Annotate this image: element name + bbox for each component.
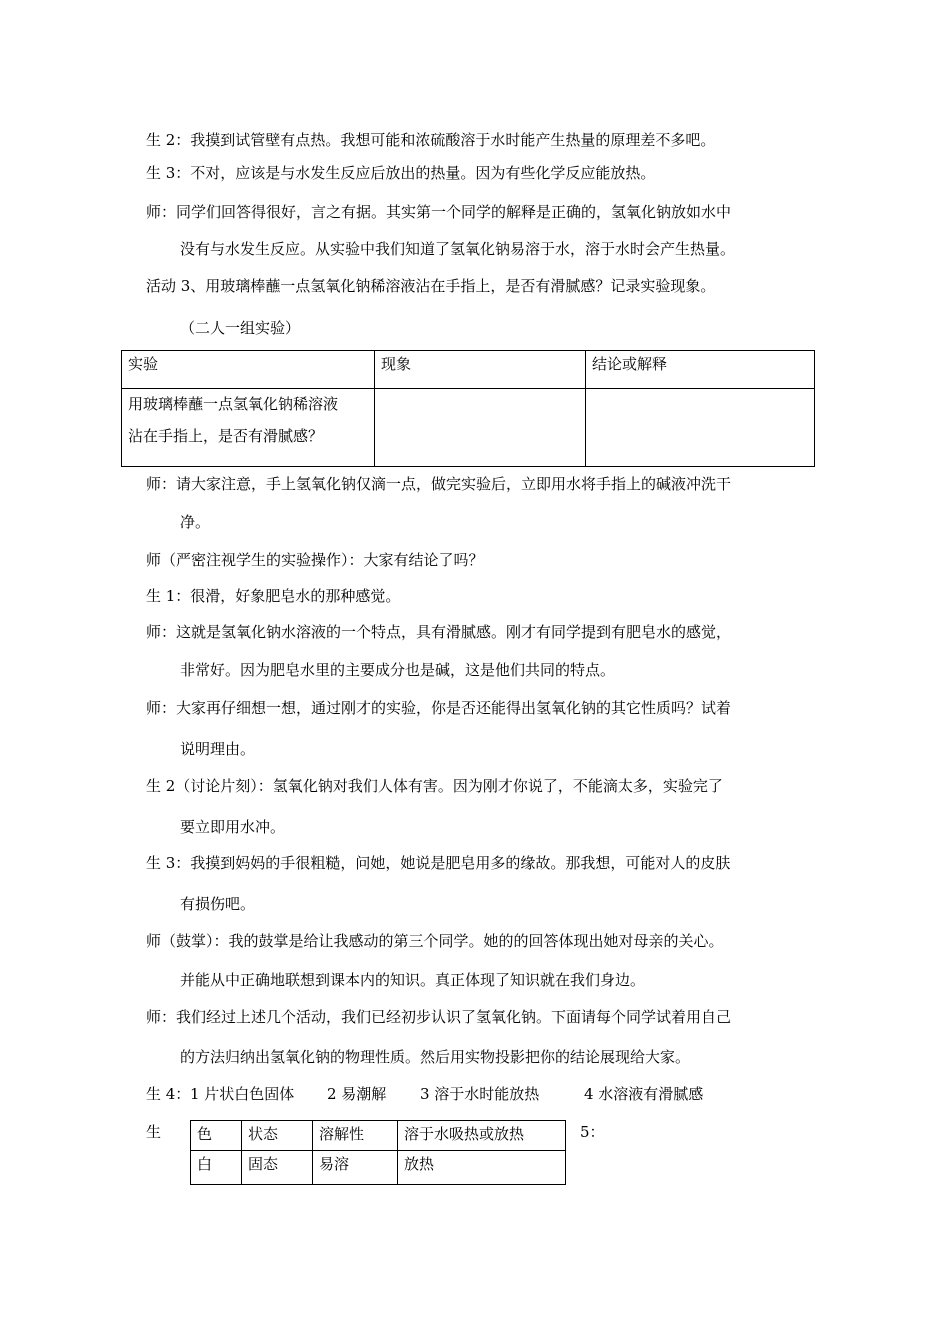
s4-label: 生 4：	[146, 1085, 191, 1103]
line-1: 生 2：我摸到试管壁有点热。我想可能和浓硫酸溶于水时能产生热量的原理差不多吧。	[146, 131, 716, 149]
line-6: （二人一组实验）	[180, 319, 301, 337]
table-cell: 放热	[398, 1151, 566, 1185]
table-cell	[122, 389, 375, 467]
table-cell: 易溶	[313, 1151, 398, 1185]
cell-line: 用玻璃棒蘸一点氢氧化钠稀溶液	[128, 395, 339, 413]
table-header: 实验	[122, 351, 375, 389]
line-2: 生 3：不对，应该是与水发生反应后放出的热量。因为有些化学反应能放热。	[146, 164, 656, 182]
line-11: 师：这就是氢氧化钠水溶液的一个特点，具有滑腻感。刚才有同学提到有肥皂水的感觉，	[146, 623, 732, 641]
line-18: 有损伤吧。	[180, 895, 256, 913]
line-4: 没有与水发生反应。从实验中我们知道了氢氧化钠易溶于水，溶于水时会产生热量。	[180, 240, 736, 258]
experiment-table	[121, 350, 815, 467]
line-9: 师（严密注视学生的实验操作）：大家有结论了吗？	[146, 551, 484, 569]
s5-properties-table	[190, 1120, 566, 1185]
cell-line: 沾在手指上，是否有滑腻感？	[128, 427, 324, 445]
line-7: 师：请大家注意，手上氢氧化钠仅滴一点，做完实验后，立即用水将手指上的碱液冲洗干	[146, 475, 732, 493]
line-14: 说明理由。	[180, 740, 256, 758]
table-header: 状态	[242, 1121, 313, 1151]
line-12: 非常好。因为肥皂水里的主要成分也是碱，这是他们共同的特点。	[180, 661, 616, 679]
table-cell: 白	[191, 1151, 242, 1185]
line-19: 师（鼓掌）：我的鼓掌是给让我感动的第三个同学。她的的回答体现出她对母亲的关心。	[146, 932, 724, 950]
line-16: 要立即用水冲。	[180, 818, 286, 836]
s4-item-2: 2 易潮解	[327, 1085, 387, 1103]
line-10: 生 1：很滑，好象肥皂水的那种感觉。	[146, 587, 401, 605]
s5-label: 生	[146, 1123, 162, 1141]
s4-item-3: 3 溶于水时能放热	[420, 1085, 540, 1103]
table-cell	[375, 389, 586, 467]
line-8: 净。	[180, 513, 211, 531]
table-header: 现象	[375, 351, 586, 389]
line-3: 师：同学们回答得很好，言之有据。其实第一个同学的解释是正确的，氢氧化钠放如水中	[146, 203, 732, 221]
table-header: 色	[191, 1121, 242, 1151]
table-cell: 固态	[242, 1151, 313, 1185]
line-13: 师：大家再仔细想一想，通过刚才的实验，你是否还能得出氢氧化钠的其它性质吗？试着	[146, 699, 732, 717]
line-17: 生 3：我摸到妈妈的手很粗糙，问她，她说是肥皂用多的缘故。那我想，可能对人的皮肤	[146, 854, 731, 872]
line-22: 的方法归纳出氢氧化钠的物理性质。然后用实物投影把你的结论展现给大家。	[180, 1048, 691, 1066]
line-20: 并能从中正确地联想到课本内的知识。真正体现了知识就在我们身边。	[180, 971, 646, 989]
s4-item-4: 4 水溶液有滑腻感	[584, 1085, 704, 1103]
table-header: 结论或解释	[586, 351, 815, 389]
line-21: 师：我们经过上述几个活动，我们已经初步认识了氢氧化钠。下面请每个同学试着用自己	[146, 1008, 732, 1026]
table-cell	[586, 389, 815, 467]
line-5: 活动 3、用玻璃棒蘸一点氢氧化钠稀溶液沾在手指上，是否有滑腻感？记录实验现象。	[146, 277, 716, 295]
line-15: 生 2（讨论片刻）：氢氧化钠对我们人体有害。因为刚才你说了，不能滴太多，实验完了	[146, 777, 723, 795]
s4-item-1: 1 片状白色固体	[190, 1085, 295, 1103]
table-header: 溶于水吸热或放热	[398, 1121, 566, 1151]
table-header: 溶解性	[313, 1121, 398, 1151]
s5-suffix: 5：	[580, 1123, 605, 1141]
